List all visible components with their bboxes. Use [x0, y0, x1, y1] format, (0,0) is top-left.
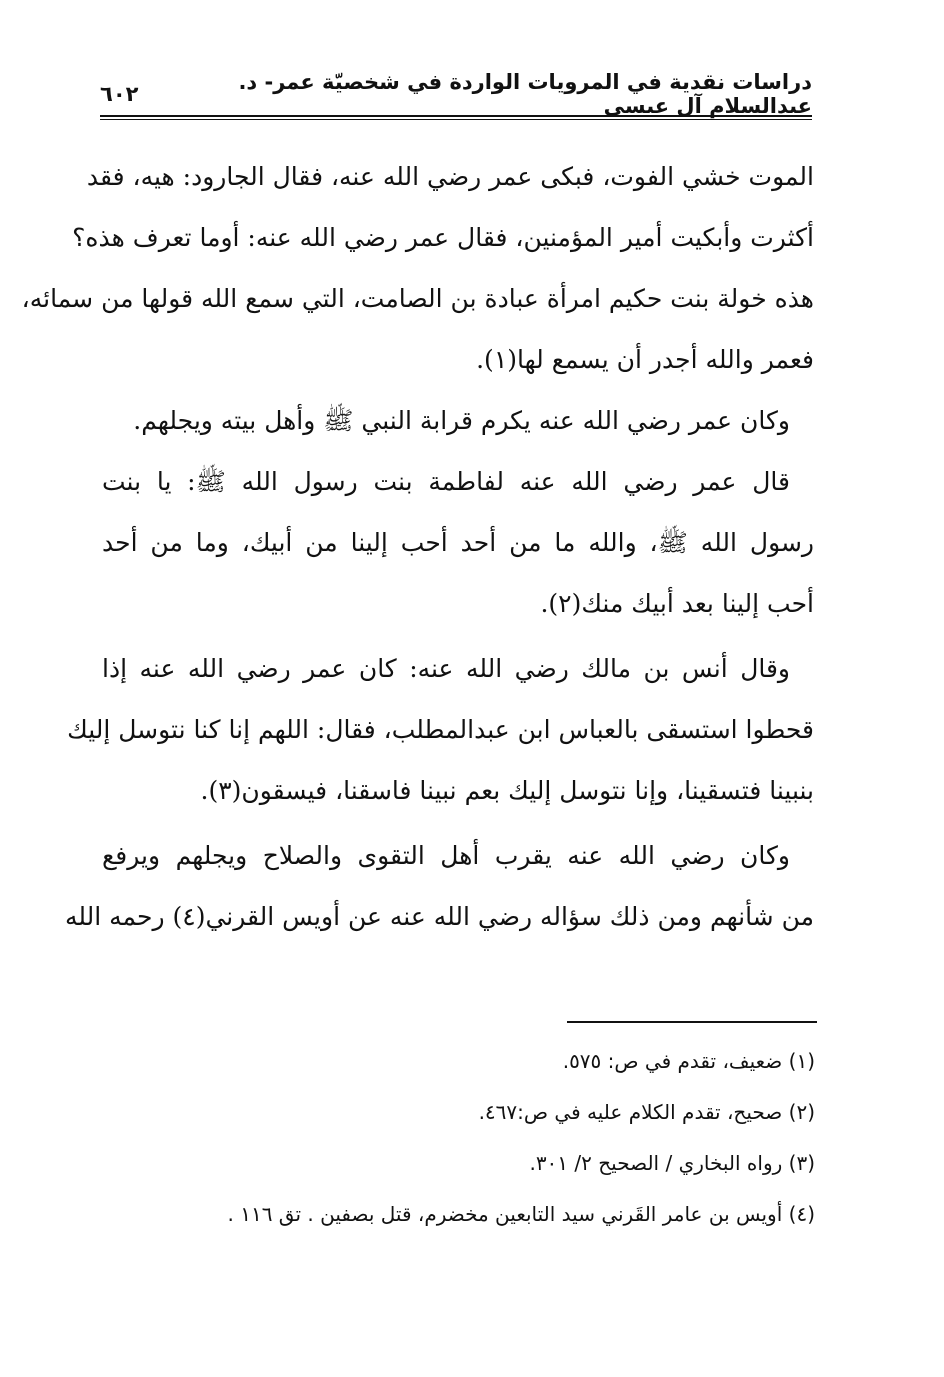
footnote: (٢) صحيح، تقدم الكلام عليه في ص:٤٦٧.	[478, 1100, 815, 1124]
footnote: (٤) أويس بن عامر القَرني سيد التابعين مخضرم، قتل بصفين . تق ١١٦ .	[227, 1202, 815, 1226]
footnote: (١) ضعيف، تقدم في ص: ٥٧٥.	[562, 1049, 815, 1073]
text-line: وكان رضي الله عنه يقرب أهل التقوى والصلاح ويجلهم ويرفع	[102, 841, 790, 870]
footnote: (٣) رواه البخاري / الصحيح ٢/ ٣٠١.	[529, 1151, 815, 1175]
text-line: رسول الله ﷺ، والله ما من أحد أحب إلينا من أبيك، وما من أحد	[102, 528, 814, 557]
text-line: أكثرت وأبكيت أمير المؤمنين، فقال عمر رضي الله عنه: أوما تعرف هذه؟	[72, 223, 814, 252]
text-line: أحب إلينا بعد أبيك منك(٢).	[540, 589, 814, 618]
body-text	[21, 146, 814, 947]
header-rule	[100, 115, 812, 120]
text-line: وقال أنس بن مالك رضي الله عنه: كان عمر رضي الله عنه إذا	[102, 654, 790, 683]
text-line: بنبينا فتسقينا، وإنا نتوسل إليك بعم نبينا فاسقنا، فيسقون(٣).	[200, 776, 814, 805]
text-line: قال عمر رضي الله عنه لفاطمة بنت رسول الله ﷺ: يا بنت	[102, 467, 790, 496]
page-number: ٦٠٢	[100, 82, 139, 106]
text-line: هذه خولة بنت حكيم امرأة عبادة بن الصامت، التي سمع الله قولها من سمائه،	[21, 284, 814, 313]
text-line: وكان عمر رضي الله عنه يكرم قرابة النبي ﷺ وأهل بيته ويجلهم.	[133, 406, 790, 435]
footnotes	[100, 1038, 815, 1242]
text-line: الموت خشي الفوت، فبكى عمر رضي الله عنه، فقال الجارود: هيه، فقد	[86, 162, 814, 191]
text-line: فعمر والله أجدر أن يسمع لها(١).	[476, 345, 814, 374]
page-header	[100, 70, 812, 118]
header-title: دراسات نقدية في المرويات الواردة في شخصيّة عمر- د. عبدالسلام آل عيسى	[238, 70, 812, 118]
footnote-separator	[567, 1021, 817, 1023]
text-line: من شأنهم ومن ذلك سؤاله رضي الله عنه عن أويس القرني(٤) رحمه الله	[64, 902, 814, 931]
text-line: قحطوا استسقى بالعباس ابن عبدالمطلب، فقال: اللهم إنا كنا نتوسل إليك	[67, 715, 814, 744]
